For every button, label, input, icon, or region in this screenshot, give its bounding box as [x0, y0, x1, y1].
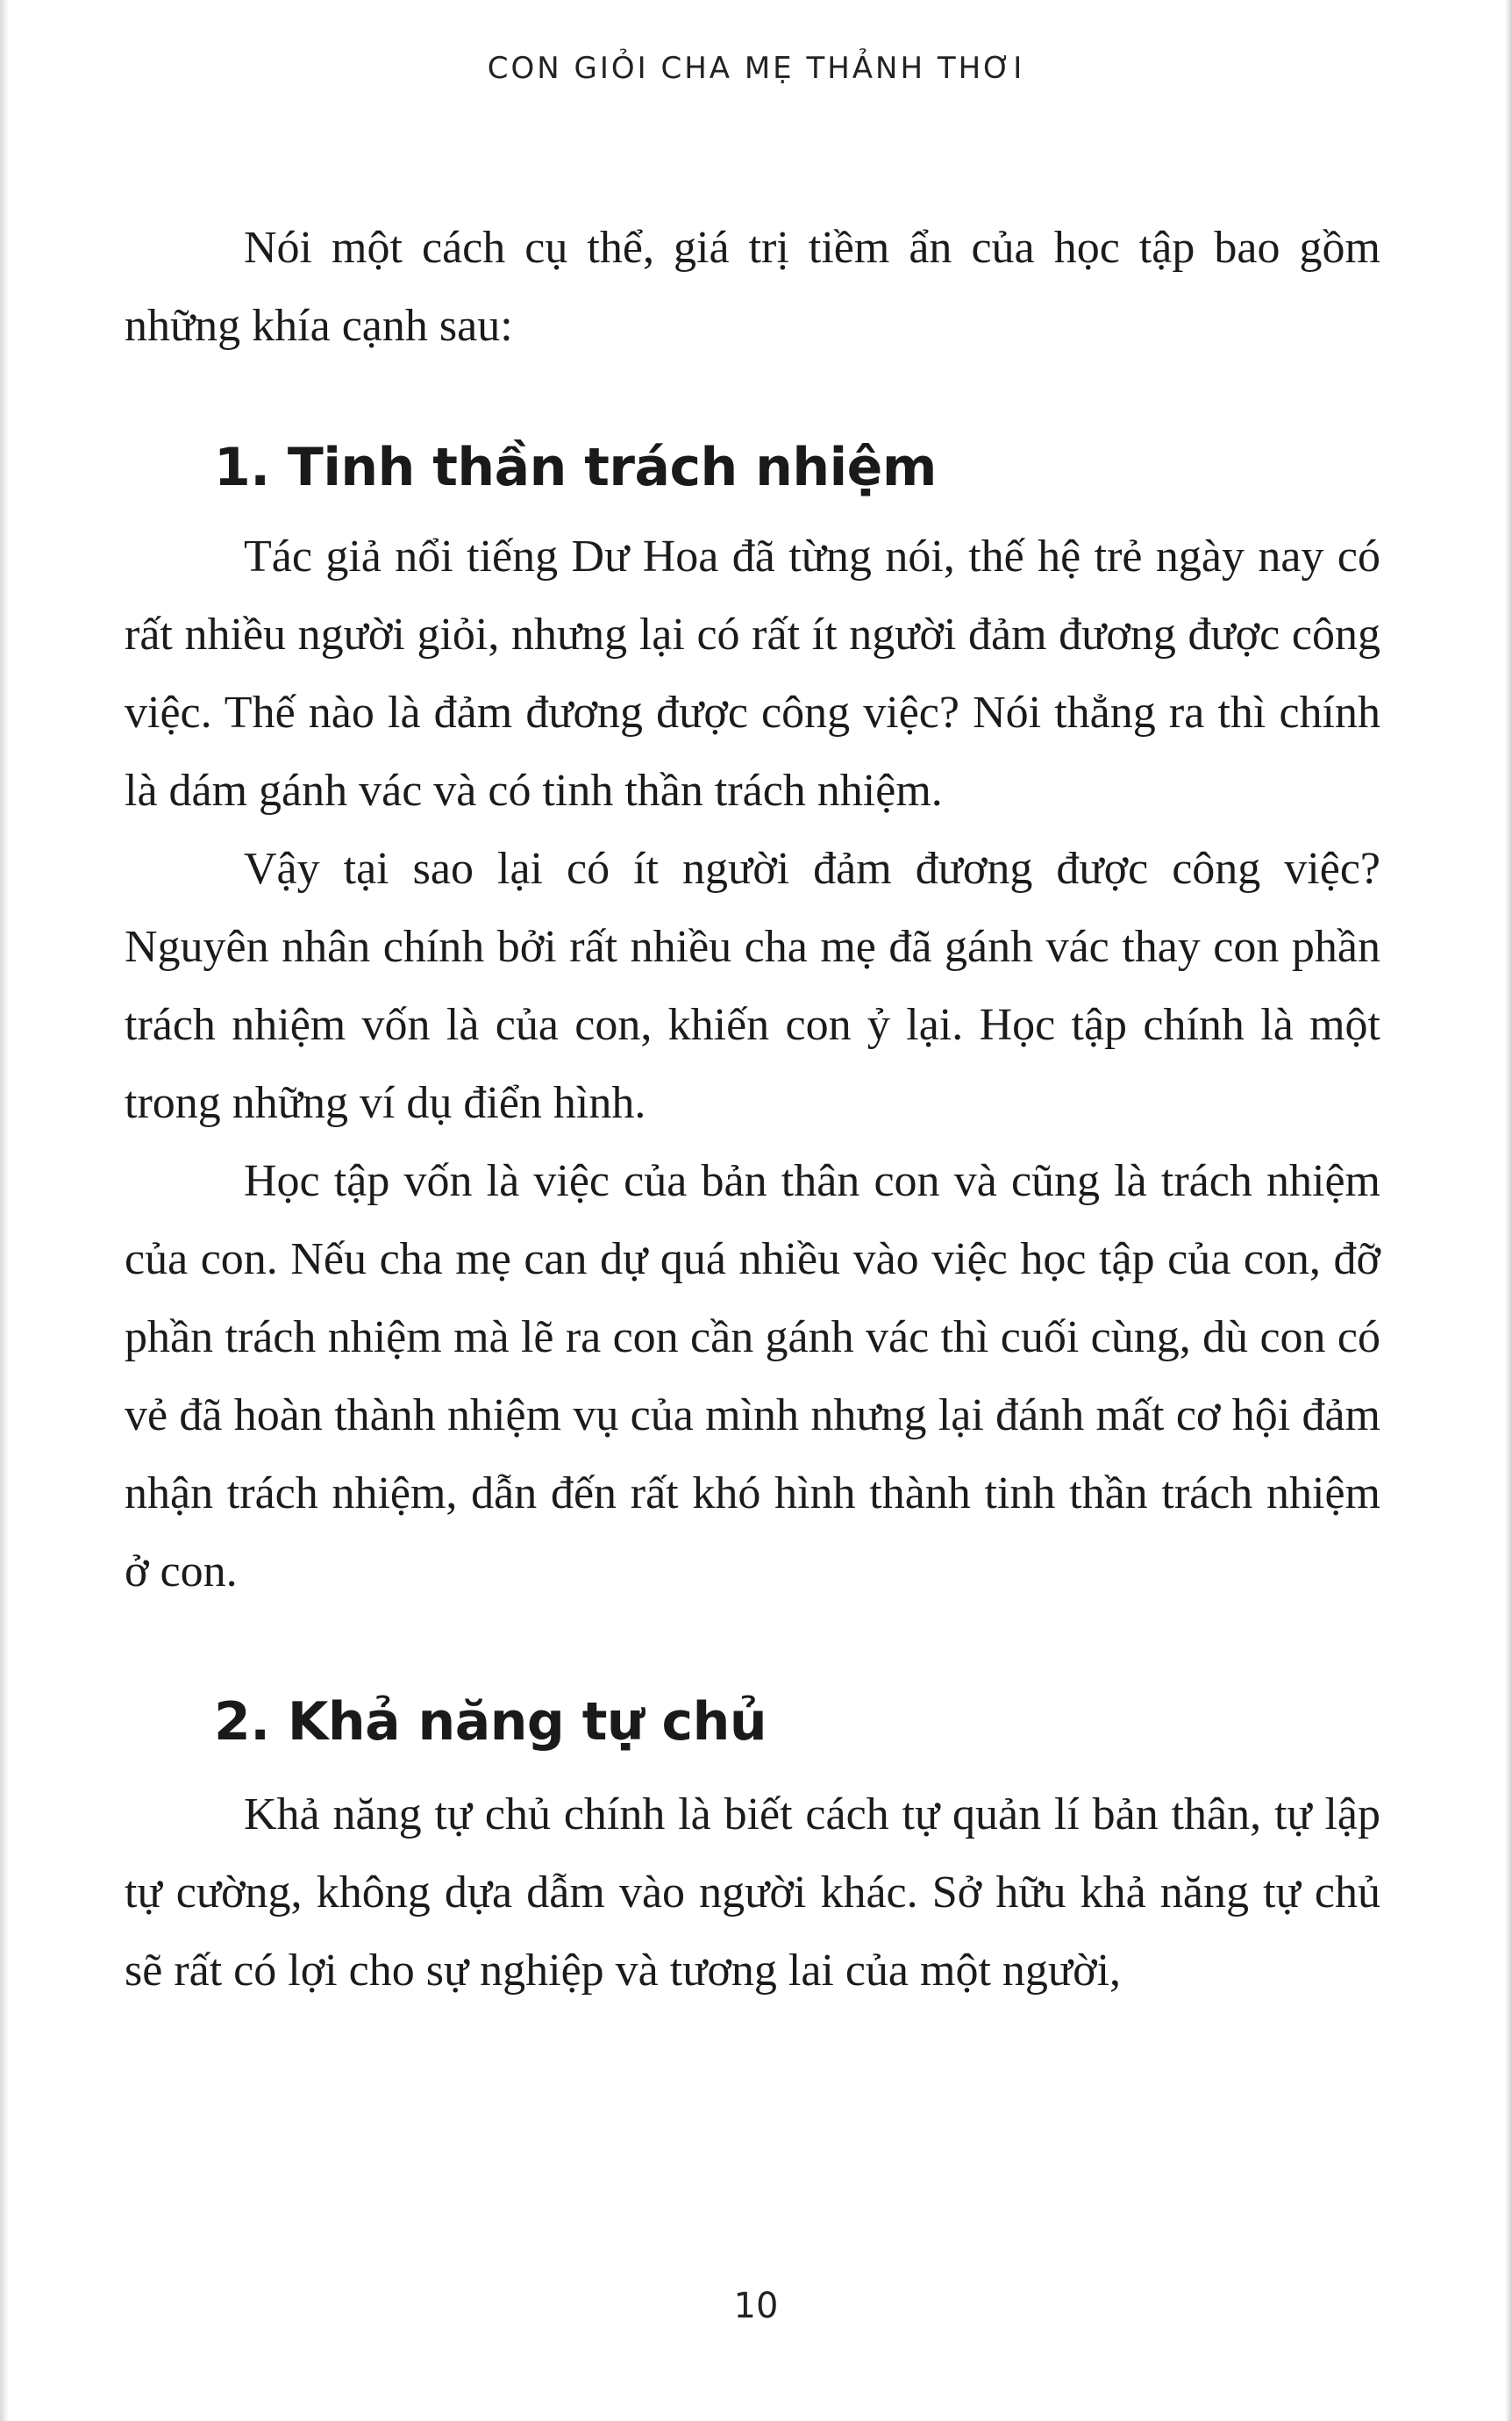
section-1-paragraph: Tác giả nổi tiếng Dư Hoa đã từng nói, thế hệ trẻ ngày nay có rất nhiều người giỏi, nhưng lại có rất ít người đảm đương được công việc. Thế nào là đảm đương được công việc? Nói thẳng ra thì chính là dám gánh vác và có tinh thần trách nhiệm. [125, 532, 1380, 816]
section-heading-1: 1. Tinh thần trách nhiệm [214, 437, 937, 498]
section-1-paragraph: Học tập vốn là việc của bản thân con và cũng là trách nhiệm của con. Nếu cha mẹ can dự quá nhiều vào việc học tập của con, đỡ phần trách nhiệm mà lẽ ra con cần gánh vác thì cuối cùng, dù con có vẻ đã hoàn thành nhiệm vụ của mình nhưng lại đánh mất cơ hội đảm nhận trách nhiệm, dẫn đến rất khó hình thành tinh thần trách nhiệm ở con. [125, 1156, 1380, 1596]
intro-paragraph: Nói một cách cụ thể, giá trị tiềm ẩn của học tập bao gồm những khía cạnh sau: [125, 223, 1380, 351]
page-number: 10 [733, 2286, 779, 2326]
page-edge-left [0, 0, 9, 2421]
section-1-paragraph: Vậy tại sao lại có ít người đảm đương được công việc? Nguyên nhân chính bởi rất nhiều cha mẹ đã gánh vác thay con phần trách nhiệm vốn là của con, khiến con ỷ lại. Học tập chính là một trong những ví dụ điển hình. [125, 844, 1380, 1128]
section-heading-2: 2. Khả năng tự chủ [214, 1691, 767, 1753]
page-edge-right [1505, 0, 1512, 2421]
section-2-paragraph: Khả năng tự chủ chính là biết cách tự quản lí bản thân, tự lập tự cường, không dựa dẫm vào người khác. Sở hữu khả năng tự chủ sẽ rất có lợi cho sự nghiệp và tương lai của một người, [125, 1789, 1380, 1996]
page-body [125, 209, 1380, 2010]
running-header: CON GIỎI CHA MẸ THẢNH THƠI [487, 51, 1025, 86]
